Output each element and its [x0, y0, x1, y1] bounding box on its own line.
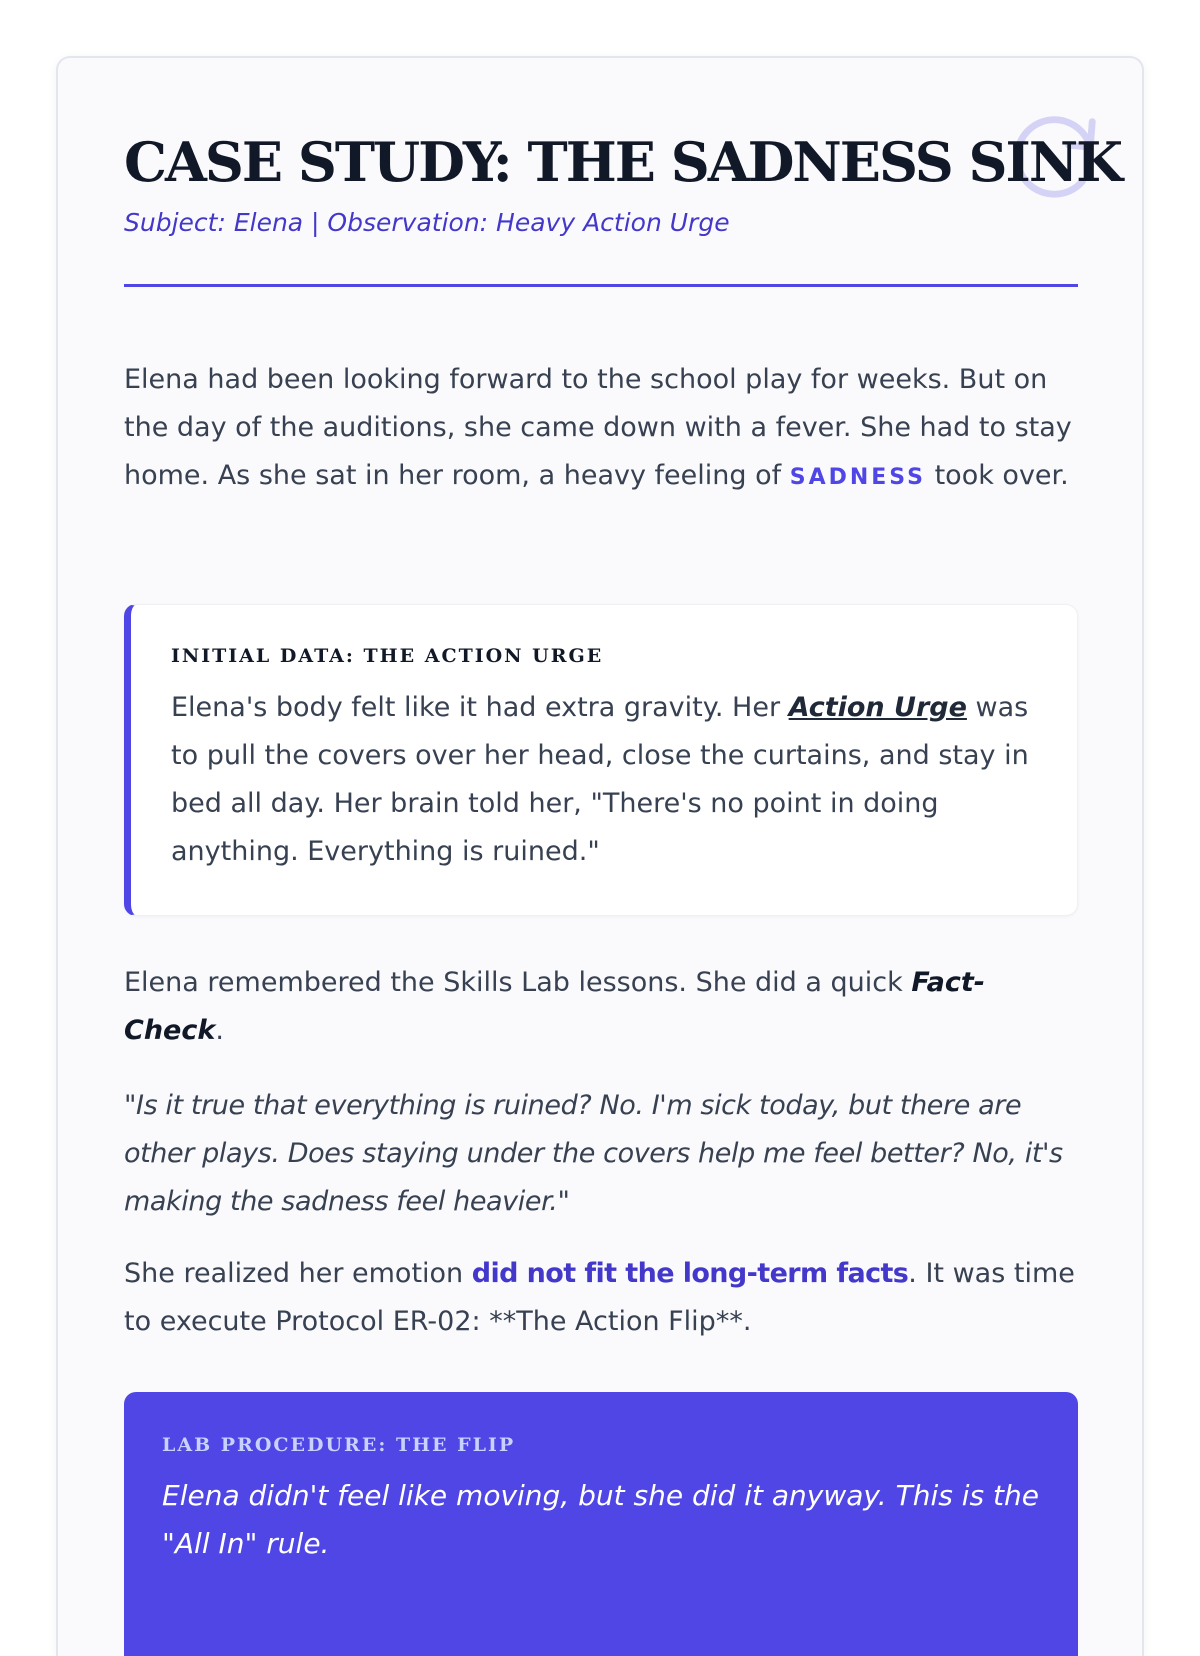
case-study-card — [56, 56, 1144, 1656]
procedure-text: Elena didn't feel like moving, but she did it anyway. This is the "All In" rule. — [162, 1479, 1039, 1560]
realization-paragraph — [124, 1250, 1078, 1346]
skills-text-end: . — [215, 1015, 224, 1046]
intro-text-start: Elena had been looking forward to the school play for weeks. But on the day of the auditions, she came down with a fever. She had to stay home. As she sat in her room, a heavy feeling of — [124, 364, 1072, 491]
page-title: CASE STUDY: THE SADNESS SINK — [124, 130, 1122, 194]
long-term-facts-emphasis: did not fit the long-term facts — [471, 1258, 909, 1289]
skills-paragraph — [124, 959, 1078, 1055]
callout-label: INITIAL DATA: THE ACTION URGE — [171, 645, 604, 667]
procedure-label: LAB PROCEDURE: THE FLIP — [162, 1434, 516, 1456]
callout-text-end: was to pull the covers over her head, close the curtains, and stay in bed all day. Her brain told her, "There's no point in doing anything. Everything is ruined." — [171, 692, 1029, 867]
callout-text-start: Elena's body felt like it had extra gravity. Her — [171, 692, 789, 723]
emotion-highlight: SADNESS — [789, 465, 926, 490]
lab-procedure-box — [124, 1392, 1078, 1656]
realization-text-end: . It was time to execute Protocol ER-02: **The Action Flip**. — [124, 1258, 1075, 1337]
title-divider — [124, 284, 1078, 287]
callout-text — [171, 684, 1051, 876]
action-urge-term: Action Urge — [788, 692, 967, 723]
fact-check-term: Fact-Check — [124, 967, 986, 1046]
page-subtitle: Subject: Elena | Observation: Heavy Action Urge — [124, 208, 730, 237]
realization-text-start: She realized her emotion — [124, 1258, 472, 1289]
skills-text-start: Elena remembered the Skills Lab lessons. She did a quick — [124, 967, 912, 998]
intro-paragraph — [124, 356, 1078, 502]
intro-text-end: took over. — [926, 460, 1069, 491]
fact-check-quote: "Is it true that everything is ruined? No. I'm sick today, but there are other plays. Does staying under the covers help me feel better? No, it's making the sadness feel heavier." — [124, 1090, 1063, 1217]
initial-data-callout — [124, 604, 1078, 916]
